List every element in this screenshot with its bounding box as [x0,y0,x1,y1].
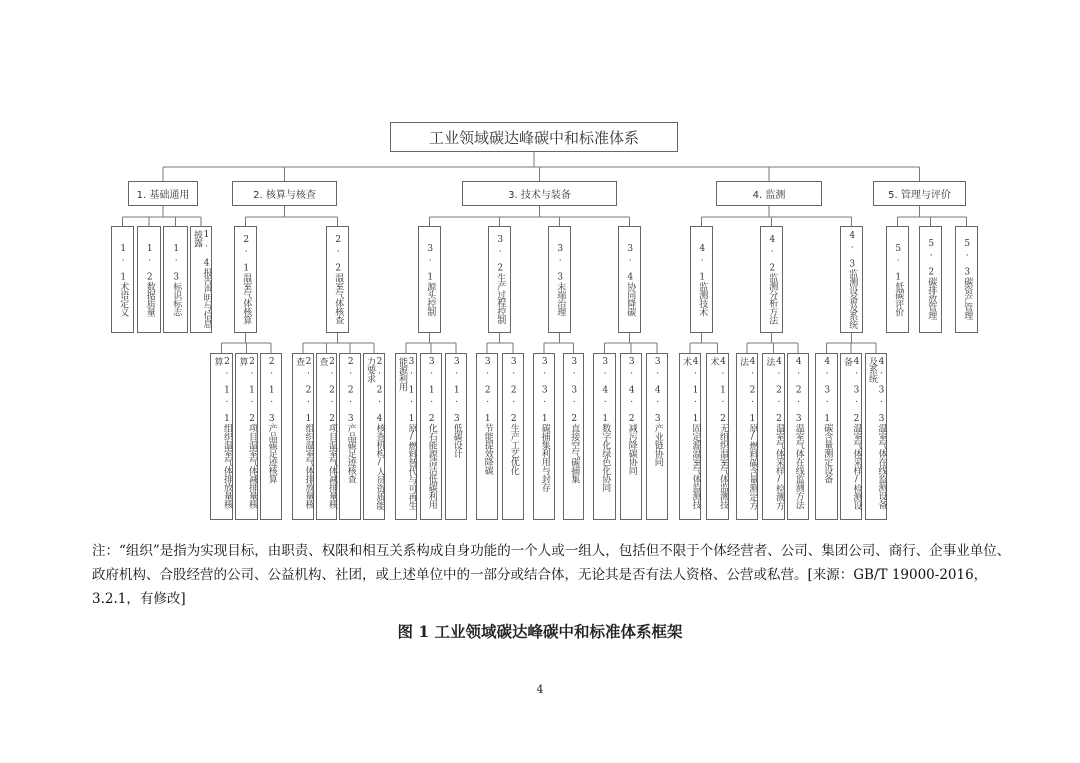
standard-item-box-label: 2. 2. 1组织温室气体排放量核查 [294,357,314,509]
standard-item-box-label: 3. 2. 2生产工艺优化 [508,357,519,475]
standard-item-box-label: 4. 2. 1原/燃料碳含量测定方法 [738,357,758,510]
subcategory-box [919,226,942,333]
subcategory-box-label: 1. 3标识标志 [171,243,182,316]
standard-item-box-label: 3. 1. 3低碳设计 [451,357,462,458]
standard-item-box-label: 2. 2. 4核查机构/人员资质能力要求 [365,357,385,510]
standard-item-box-label: 4. 1. 1固定源温室气体监测技术 [681,357,701,509]
subcategory-box [190,226,212,333]
standard-item-box [787,353,809,520]
subcategory-box-label: 2. 1温室气体核算 [241,235,252,324]
standard-item-box-label: 3. 4. 1数字化绿色化协同 [600,357,611,492]
subcategory-box [326,226,349,333]
standard-item-box [210,353,233,520]
standard-item-box [646,353,668,520]
subcategory-box [618,226,641,333]
subcategory-box-label: 2. 2温室气体核查 [333,235,344,324]
category-box-label: 3. 技术与装备 [508,190,571,201]
standard-item-box [260,353,282,520]
subcategory-box-label: 1. 2数据质量 [144,243,155,316]
category-box [232,181,337,206]
standard-item-box-label: 3. 4. 3产业链协同 [652,357,663,466]
standard-item-box-label: 3. 4. 2减污降碳协同 [626,357,637,475]
standard-item-box [762,353,785,520]
standard-item-box-label: 2. 1. 3产品碳足迹核算 [266,357,277,483]
standard-item-box [736,353,758,520]
category-box [716,181,822,206]
standard-item-box-label: 4. 2. 3温室气体在线监测方法 [793,357,804,509]
category-box-label: 4. 监测 [752,190,786,201]
standard-item-box-label: 3. 2. 1节能提效降碳 [482,357,493,475]
standard-item-box-label: 4. 1. 2无组织温室气体监测技术 [708,357,728,509]
category-box-label: 2. 核算与核查 [253,190,316,201]
standard-item-box-label: 4. 2. 2温室气体采样/检测方法 [764,357,784,510]
subcategory-box [137,226,161,333]
standard-item-box-label: 4. 3. 3温室气体在线监测设备及系统 [867,357,887,509]
standard-item-box-label: 3. 1. 1原/燃料替代与可再生能源利用 [397,357,417,510]
diagram-title: 工业领域碳达峰碳中和标准体系 [428,128,639,147]
subcategory-box [840,226,863,333]
standard-item-box-label: 2. 2. 2项目温室气体减排量核查 [317,357,337,509]
footnote: 注：“组织”是指为实现目标，由职责、权限和相互关系构成自身功能的一个人或一组人，包括但不限于个体经营者、公司、集团公司、商行、企事业单位、政府机构、合股经营的公司、公益机构、社团，或上述单位中的一部分或结合体，无论其是否有法人资格、公营或私营。[来源：GB/T 19000-2016，3.2.1，有修改] [92,543,1011,607]
standard-item-box [840,353,862,520]
standard-item-box [395,353,417,520]
subcategory-box [886,226,909,333]
subcategory-box-label: 4. 1监测技术 [697,243,708,316]
diagram-title-box [390,122,678,152]
subcategory-box [548,226,571,333]
standard-item-box [420,353,442,520]
subcategory-box-label: 3. 1源头控制 [425,243,436,316]
standard-item-box [563,353,584,520]
standard-item-box [815,353,838,520]
standard-item-box [706,353,729,520]
standard-item-box-label: 3. 3. 1碳捕集利用与封存 [539,357,550,492]
standard-item-box [865,353,887,520]
standard-item-box-label: 2. 1. 2项目温室气体减排量核算 [237,357,257,509]
subcategory-box [163,226,188,333]
standard-item-box [445,353,467,520]
standard-item-box [316,353,337,520]
subcategory-box [955,226,978,333]
subcategory-box-label: 1. 4报告声明与信息披露 [192,230,212,328]
subcategory-box [111,226,134,333]
page-number: 4 [536,683,544,696]
standard-item-box-label: 4. 3. 2温室气体采样/检测设备 [842,357,862,510]
subcategory-box [418,226,441,333]
figure-caption: 图 1 工业领域碳达峰碳中和标准体系框架 [397,622,683,641]
standard-item-box [235,353,258,520]
subcategory-box [690,226,713,333]
category-box [462,181,617,206]
standard-item-box [363,353,385,520]
subcategory-box-label: 3. 2生产过程控制 [495,235,506,324]
subcategory-box [488,226,511,333]
subcategory-box-label: 1. 1术语定义 [118,243,129,316]
subcategory-box [234,226,257,333]
category-box-label: 5. 管理与评价 [888,190,951,201]
standard-item-box [292,353,314,520]
standard-item-box [679,353,701,520]
category-box-label: 1. 基础通用 [136,190,190,201]
standard-item-box-label: 2. 1. 1组织温室气体排放量核算 [212,357,232,509]
standard-item-box-label: 2. 2. 3产品碳足迹核查 [345,357,356,483]
category-box [128,181,198,206]
category-box [873,181,966,206]
subcategory-box-label: 4. 3监测设备及系统 [847,230,858,329]
standard-item-box [502,353,524,520]
standard-item-box-label: 3. 3. 2直接空气碳捕集 [569,357,580,483]
standard-item-box [620,353,642,520]
subcategory-box-label: 3. 3末端治理 [555,243,566,316]
subcategory-box-label: 3. 4协同降碳 [625,243,636,316]
subcategory-box [760,226,783,333]
standard-item-box [339,353,361,520]
standard-item-box [476,353,498,520]
standard-item-box-label: 4. 3. 1碳含量测定设备 [822,357,833,483]
subcategory-box-label: 5. 2碳排放管理 [926,239,937,320]
subcategory-box-label: 5. 1低碳评价 [893,243,904,316]
subcategory-box-label: 4. 2监测分析方法 [767,235,778,324]
subcategory-box-label: 5. 3碳资产管理 [962,239,973,320]
standard-item-box [533,353,555,520]
standard-item-box [593,353,616,520]
standard-item-box-label: 3. 1. 2化石能源清洁低碳利用 [426,357,437,509]
